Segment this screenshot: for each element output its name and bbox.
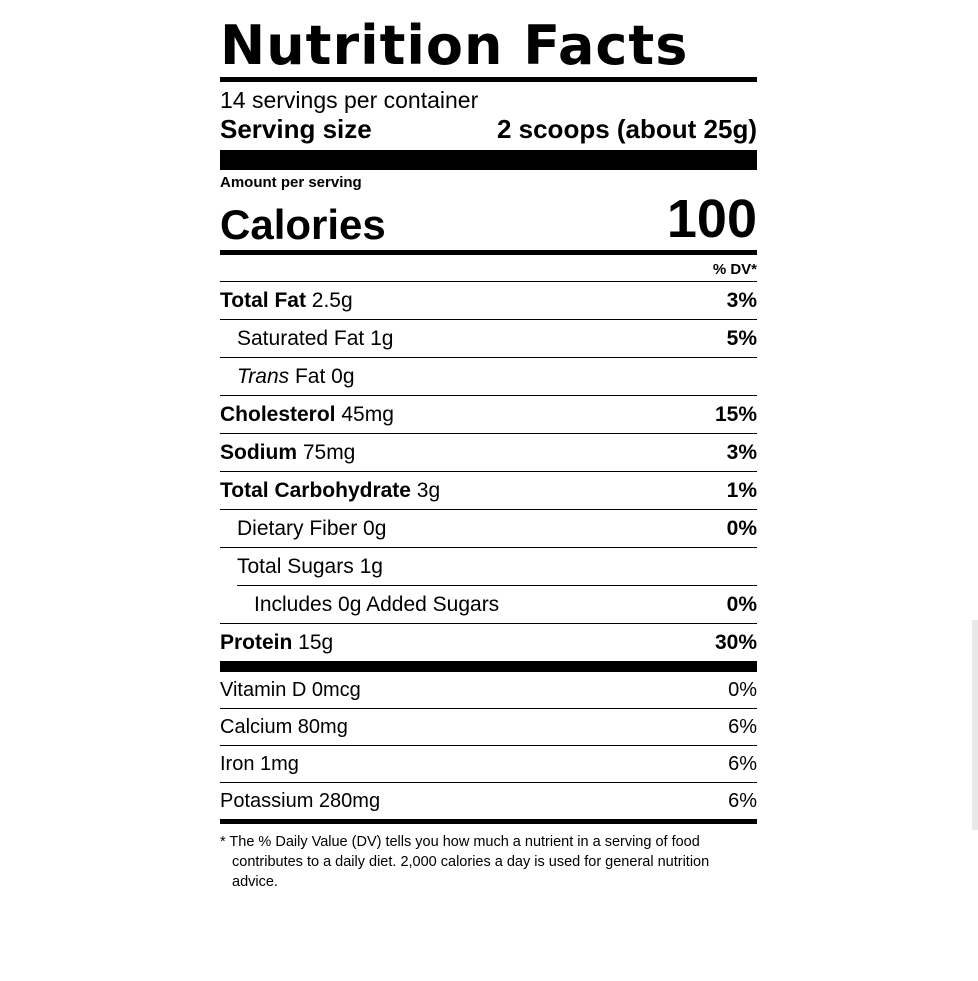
cholesterol-bold: Cholesterol <box>220 403 336 427</box>
sodium-amount: 75mg <box>297 441 356 465</box>
serving-size-row <box>220 114 757 150</box>
nutrient-row-saturated-fat <box>220 320 757 358</box>
nutrient-name-cholesterol <box>220 403 394 427</box>
vitamin-name-vitamin-d: Vitamin D 0mcg <box>220 679 361 702</box>
nutrient-name-total-fat <box>220 289 353 313</box>
nutrition-facts-panel <box>220 14 757 892</box>
nutrient-row-dietary-fiber <box>220 510 757 548</box>
amount-per-serving-label: Amount per serving <box>220 174 362 192</box>
calories-label: Calories <box>220 201 386 249</box>
calories-row <box>220 189 757 250</box>
nutrient-name-protein <box>220 631 333 655</box>
nutrient-name-trans-fat <box>237 365 355 389</box>
cholesterol-amount: 45mg <box>335 403 394 427</box>
nutrient-name-dietary-fiber: Dietary Fiber 0g <box>237 517 387 541</box>
nutrient-row-total-fat <box>220 282 757 320</box>
thick-divider-vitamins <box>220 661 757 672</box>
page-title: Nutrition Facts <box>220 14 689 77</box>
nutrient-row-total-sugars <box>237 548 757 585</box>
vitamin-dv-vitamin-d: 0% <box>728 679 757 702</box>
nutrient-dv-sodium: 3% <box>726 441 757 465</box>
total-fat-bold: Total Fat <box>220 289 306 313</box>
trans-italic: Trans <box>237 365 290 389</box>
carb-bold: Total Carbohydrate <box>220 479 411 503</box>
vitamin-dv-calcium: 6% <box>728 716 757 739</box>
nutrient-dv-total-fat: 3% <box>726 289 757 313</box>
footnote-line-1: * The % Daily Value (DV) tells you how much a nutrient in a serving of food <box>220 834 700 851</box>
nutrient-row-protein <box>220 624 757 661</box>
daily-value-header: % DV* <box>712 261 757 279</box>
total-sugars-wrap <box>220 548 757 586</box>
vitamin-dv-potassium: 6% <box>728 790 757 813</box>
thick-divider-top <box>220 150 757 170</box>
nutrient-dv-protein: 30% <box>714 631 757 655</box>
nutrient-dv-added-sugars: 0% <box>726 593 757 617</box>
vitamin-name-iron: Iron 1mg <box>220 753 299 776</box>
nutrient-name-added-sugars: Includes 0g Added Sugars <box>254 593 500 617</box>
vitamin-dv-iron: 6% <box>728 753 757 776</box>
vitamin-row-vitamin-d <box>220 672 757 709</box>
nutrient-row-cholesterol <box>220 396 757 434</box>
nutrient-name-total-carbohydrate <box>220 479 440 503</box>
vitamin-name-potassium: Potassium 280mg <box>220 790 381 813</box>
page-edge-artifact <box>972 620 978 830</box>
total-fat-amount: 2.5g <box>305 289 353 313</box>
protein-amount: 15g <box>292 631 334 655</box>
nutrient-row-added-sugars <box>220 586 757 624</box>
trans-fat-rest: Fat 0g <box>289 365 355 389</box>
nutrient-dv-cholesterol: 15% <box>714 403 757 427</box>
nutrient-row-total-carbohydrate <box>220 472 757 510</box>
nutrient-dv-total-carbohydrate: 1% <box>726 479 757 503</box>
vitamin-row-potassium <box>220 783 757 819</box>
nutrient-dv-saturated-fat: 5% <box>726 327 757 351</box>
vitamins-section <box>220 672 757 819</box>
nutrient-name-total-sugars: Total Sugars 1g <box>237 555 383 579</box>
serving-size-label: Serving size <box>220 114 372 145</box>
nutrient-row-sodium <box>220 434 757 472</box>
calories-value: 100 <box>666 189 757 250</box>
nutrient-dv-dietary-fiber: 0% <box>726 517 757 541</box>
footnote <box>220 824 757 892</box>
serving-size-value: 2 scoops (about 25g) <box>496 114 757 145</box>
carb-amount: 3g <box>410 479 441 503</box>
protein-bold: Protein <box>220 631 293 655</box>
servings-per-container: 14 servings per container <box>220 86 479 113</box>
nutrient-row-trans-fat <box>220 358 757 396</box>
nutrient-name-saturated-fat: Saturated Fat 1g <box>237 327 394 351</box>
total-sugars-inner <box>237 548 757 586</box>
vitamin-row-iron <box>220 746 757 783</box>
vitamin-row-calcium <box>220 709 757 746</box>
nutrient-name-sodium <box>220 441 355 465</box>
vitamin-name-calcium: Calcium 80mg <box>220 716 348 739</box>
footnote-line-2: contributes to a daily diet. 2,000 calories a day is used for general nutrition advice. <box>232 854 710 891</box>
sodium-bold: Sodium <box>220 441 297 465</box>
